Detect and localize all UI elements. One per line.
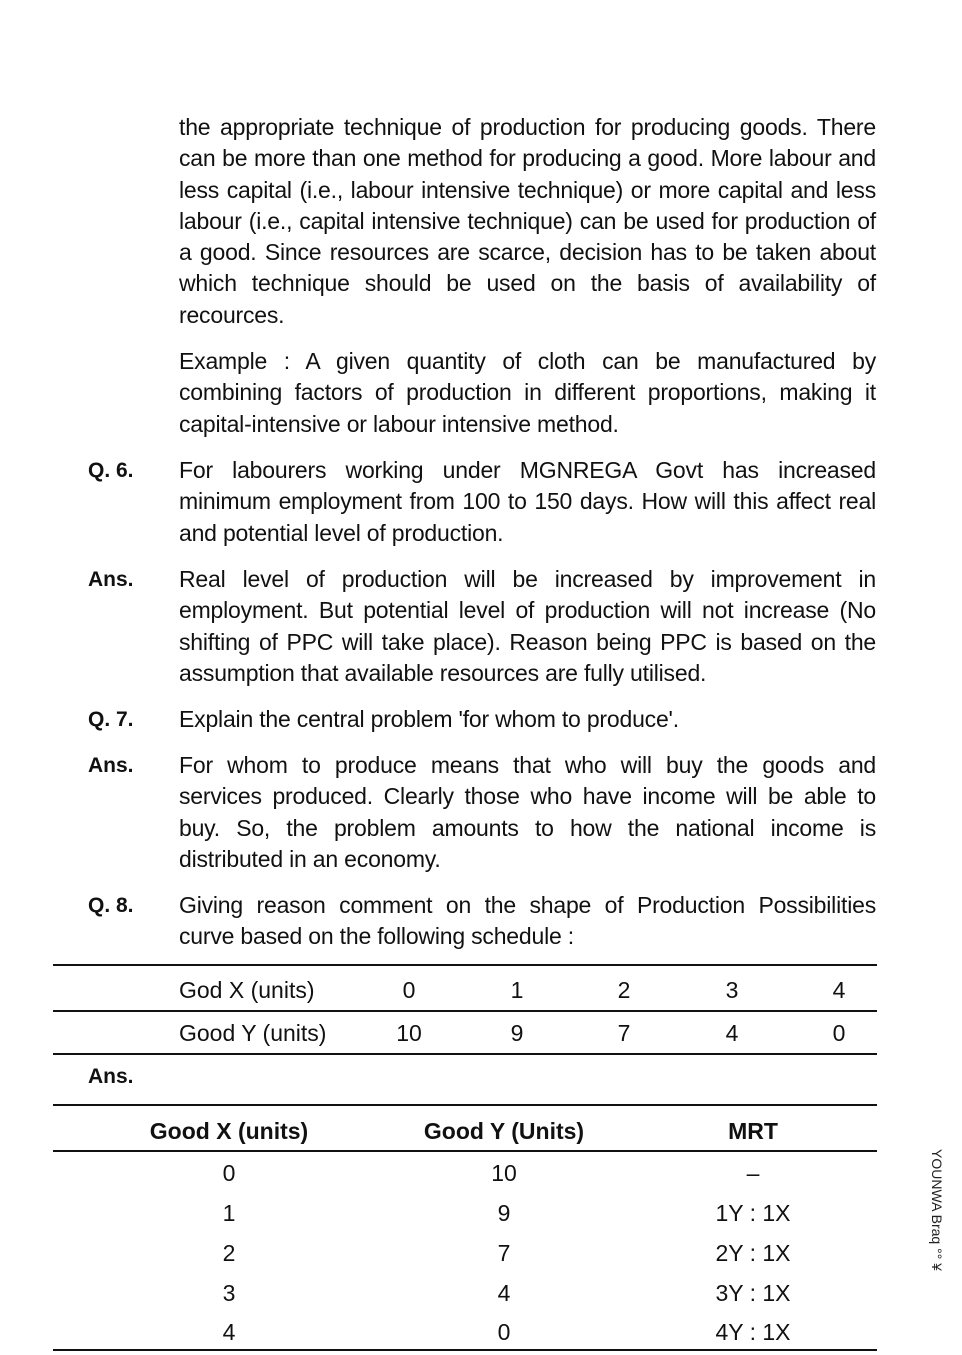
schedule-row2-cell: 4 [725, 1020, 739, 1046]
schedule-top-rule [53, 964, 877, 966]
table-cell: 4Y : 1X [715, 1319, 791, 1345]
table-cell: 1 [222, 1200, 236, 1226]
mrt-table-header: MRT [728, 1118, 778, 1144]
mrt-table-top-rule [53, 1104, 877, 1106]
question-label-7: Q. 7. [88, 708, 134, 731]
table-cell: 10 [491, 1160, 517, 1186]
schedule-row1-cell: 1 [510, 977, 524, 1003]
question-label-6: Q. 6. [88, 459, 134, 482]
mrt-table-header: Good Y (Units) [423, 1118, 585, 1144]
table-cell: 3 [222, 1280, 236, 1306]
intro-paragraph-1: the appropriate technique of production for producing goods. There can be more than one method for producing a good. More labour and less capital (i.e., labour intensive technique) or more capital and less labour (i.e., capital intensive technique) can be used for production of a good. Since resources are scarce, decision has to be taken about which technique should be used on the basis of availability of recources. [179, 114, 876, 328]
answer-text-7: For whom to produce means that who will buy the goods and services produced. Clearly those who have income will be able to buy. So, the problem amounts to how the national income is distributed in an economy. [179, 752, 876, 872]
answer-label-6: Ans. [88, 568, 134, 591]
mrt-table-header-rule [53, 1150, 877, 1152]
question-label-8: Q. 8. [88, 894, 134, 917]
table-cell: – [746, 1160, 760, 1186]
answer-text-6: Real level of production will be increased by improvement in employment. But potential level of production will not increase (No shifting of PPC will take place). Reason being PPC is based on the assumption that available resources are fully utilised. [179, 566, 876, 686]
schedule-row1-label: God X (units) [179, 977, 315, 1003]
schedule-row2-cell: 7 [617, 1020, 631, 1046]
schedule-row2-label: Good Y (units) [179, 1020, 327, 1046]
table-cell: 2 [222, 1240, 236, 1266]
question-text-7: Explain the central problem 'for whom to produce'. [179, 706, 679, 732]
schedule-row1-cell: 0 [402, 977, 416, 1003]
table-cell: 4 [497, 1280, 511, 1306]
answer-label-8: Ans. [88, 1065, 134, 1088]
schedule-row2-cell: 9 [510, 1020, 524, 1046]
mrt-table-header: Good X (units) [149, 1118, 309, 1144]
schedule-row1-cell: 4 [832, 977, 846, 1003]
table-cell: 4 [222, 1319, 236, 1345]
intro-paragraph-2: Example : A given quantity of cloth can be manufactured by combining factors of production in different proportions, making it capital-intensive or labour intensive method. [179, 348, 876, 437]
table-cell: 2Y : 1X [715, 1240, 791, 1266]
table-cell: 7 [497, 1240, 511, 1266]
side-margin-label: YOUNWA Braq °° ¥ [929, 1149, 945, 1271]
schedule-row2-cell: 0 [832, 1020, 846, 1046]
side-margin-text [924, 1125, 950, 1295]
table-cell: 0 [222, 1160, 236, 1186]
mrt-table-bottom-rule [53, 1349, 877, 1351]
table-cell: 1Y : 1X [715, 1200, 791, 1226]
schedule-bottom-rule [53, 1053, 877, 1055]
answer-label-7: Ans. [88, 754, 134, 777]
schedule-row1-cell: 2 [617, 977, 631, 1003]
schedule-middle-rule [53, 1010, 877, 1012]
table-cell: 3Y : 1X [715, 1280, 791, 1306]
schedule-row1-cell: 3 [725, 977, 739, 1003]
table-cell: 9 [497, 1200, 511, 1226]
question-text-6: For labourers working under MGNREGA Govt has increased minimum employment from 100 to 150 days. How will this affect real and potential level of production. [179, 457, 876, 546]
table-cell: 0 [497, 1319, 511, 1345]
question-text-8: Giving reason comment on the shape of Production Possibilities curve based on the following schedule : [179, 892, 876, 950]
schedule-row2-cell: 10 [396, 1020, 422, 1046]
